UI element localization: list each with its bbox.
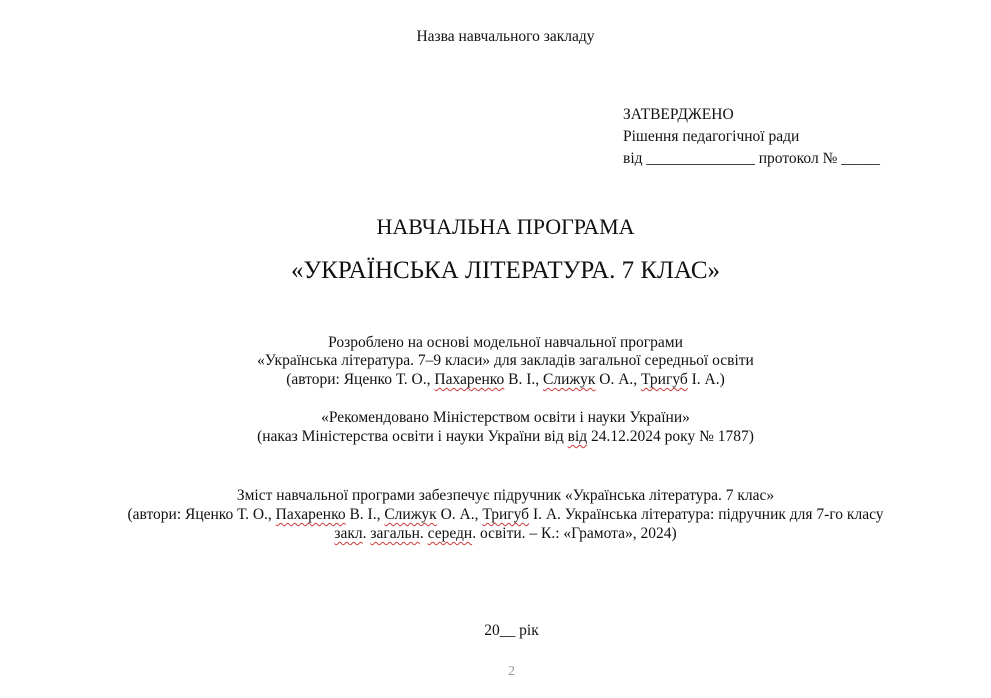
- program-subject-title: «УКРАЇНСЬКА ЛІТЕРАТУРА. 7 КЛАС»: [290, 257, 720, 284]
- text-span: (автори: Яценко Т. О.,: [286, 371, 435, 388]
- year-line: 20__ рік: [484, 622, 539, 639]
- basis-line-2: «Українська література. 7–9 класи» для закладів загальної середньої освіти: [257, 352, 754, 369]
- text-span: (наказ Міністерства освіти і науки України від: [257, 428, 568, 445]
- approval-protocol: від ______________ протокол № _____: [623, 150, 880, 167]
- approval-heading: ЗАТВЕРДЖЕНО: [623, 106, 734, 123]
- text-span: О. А.,: [595, 371, 642, 388]
- text-span: І. А.): [687, 371, 725, 388]
- spellcheck-word: загальн: [370, 525, 420, 542]
- program-title: НАВЧАЛЬНА ПРОГРАМА: [376, 214, 635, 239]
- spellcheck-word: Пахаренко: [434, 371, 505, 388]
- recommendation-order-line: [10, 427, 991, 447]
- text-span: (автори: Яценко Т. О.,: [127, 506, 276, 523]
- text-span: І. А. Українська література: підручник для 7-го класу: [529, 506, 884, 523]
- basis-line-1: Розроблено на основі модельної навчальної програми: [328, 334, 683, 351]
- spellcheck-word: середн: [427, 525, 473, 542]
- text-span: .: [419, 525, 428, 542]
- content-authors-line: [10, 505, 991, 525]
- spellcheck-word: закл: [334, 525, 363, 542]
- text-span: .: [362, 525, 371, 542]
- content-publisher-line: [10, 524, 991, 544]
- approval-council: Рішення педагогічної ради: [623, 128, 800, 145]
- text-span: . освіти. – К.: «Грамота», 2024): [472, 525, 677, 542]
- page-number: 2: [508, 664, 515, 679]
- text-span: В. І.,: [504, 371, 544, 388]
- basis-authors-line: [10, 370, 991, 390]
- spellcheck-word: Слижук: [543, 371, 596, 388]
- spellcheck-word: Тригуб: [641, 371, 688, 388]
- spellcheck-word: Тригуб: [482, 506, 530, 523]
- spellcheck-word: Пахаренко: [275, 506, 346, 523]
- spellcheck-word: Слижук: [384, 506, 437, 523]
- recommendation-line-1: «Рекомендовано Міністерством освіти і науки України»: [321, 409, 690, 426]
- text-span: 24.12.2024 року № 1787): [587, 428, 754, 445]
- spellcheck-word: від: [567, 428, 588, 445]
- content-line-1: Зміст навчальної програми забезпечує підручник «Українська література. 7 клас»: [236, 487, 775, 504]
- text-span: О. А.,: [436, 506, 483, 523]
- institution-name: Назва навчального закладу: [416, 28, 595, 45]
- text-span: В. І.,: [345, 506, 385, 523]
